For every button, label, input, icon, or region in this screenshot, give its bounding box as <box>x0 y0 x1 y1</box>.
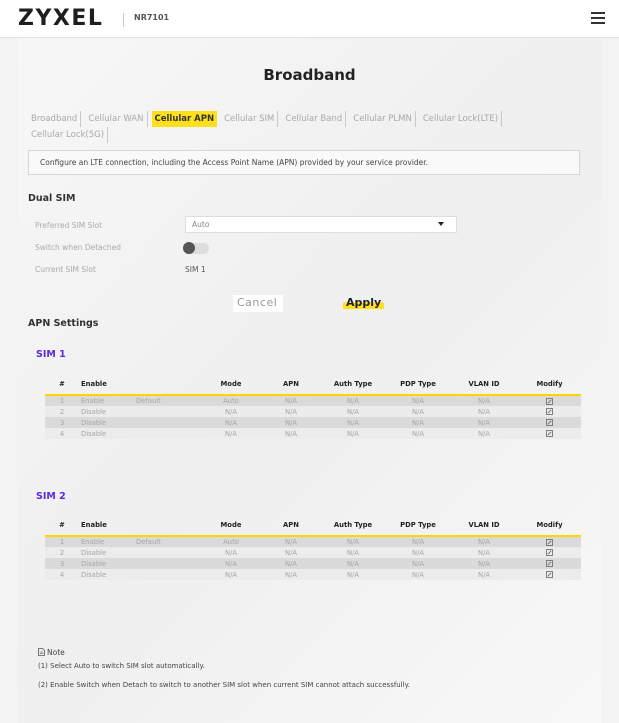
edit-icon[interactable] <box>546 560 553 567</box>
cell-apn: N/A <box>262 428 320 439</box>
model-name: NR7101 <box>134 13 170 22</box>
edit-icon[interactable] <box>546 571 553 578</box>
cell-vlan-id: N/A <box>450 558 518 569</box>
cell-modify <box>518 417 581 428</box>
cell-apn: N/A <box>262 536 320 547</box>
cell-auth-type: N/A <box>320 536 386 547</box>
edit-icon[interactable] <box>546 419 553 426</box>
col-vlan-id: VLAN ID <box>450 374 518 395</box>
col-pdp-type: PDP Type <box>386 515 450 536</box>
switch-detached-toggle[interactable] <box>183 243 209 254</box>
col-vlan-id: VLAN ID <box>450 515 518 536</box>
cell-modify <box>518 406 581 417</box>
cell-vlan-id: N/A <box>450 417 518 428</box>
table-header-row <box>45 515 581 536</box>
tab-broadband[interactable]: Broadband <box>28 111 81 127</box>
cell-vlan-id: N/A <box>450 395 518 406</box>
cell-apn: N/A <box>262 395 320 406</box>
cell-default <box>136 417 200 428</box>
apply-button[interactable]: Apply <box>343 295 384 309</box>
cell-pdp-type: N/A <box>386 569 450 580</box>
current-sim-label: Current SIM Slot <box>35 265 96 274</box>
table-row <box>45 395 581 406</box>
header-divider <box>123 13 124 27</box>
cell-index: 2 <box>45 406 79 417</box>
cell-mode: N/A <box>200 558 262 569</box>
cell-modify <box>518 547 581 558</box>
sim1-table-body <box>45 395 581 439</box>
cell-index: 1 <box>45 395 79 406</box>
table-row <box>45 417 581 428</box>
cell-vlan-id: N/A <box>450 406 518 417</box>
col-default <box>136 374 200 395</box>
cell-default <box>136 406 200 417</box>
cell-mode: N/A <box>200 417 262 428</box>
cell-apn: N/A <box>262 547 320 558</box>
cell-index: 3 <box>45 558 79 569</box>
switch-detached-label: Switch when Detached <box>35 243 121 252</box>
tab-cellular-sim[interactable]: Cellular SIM <box>221 111 278 127</box>
cell-mode: N/A <box>200 406 262 417</box>
current-sim-value: SIM 1 <box>185 265 206 274</box>
cell-enable: Disable <box>79 417 136 428</box>
col-modify: Modify <box>518 515 581 536</box>
cell-mode: N/A <box>200 569 262 580</box>
cell-auth-type: N/A <box>320 569 386 580</box>
col-default <box>136 515 200 536</box>
cell-auth-type: N/A <box>320 428 386 439</box>
sim2-apn-table <box>45 515 581 580</box>
description-box <box>28 150 580 175</box>
cell-index: 4 <box>45 428 79 439</box>
tab-cellular-band[interactable]: Cellular Band <box>282 111 346 127</box>
note-heading <box>38 648 65 657</box>
cell-default <box>136 428 200 439</box>
cell-pdp-type: N/A <box>386 406 450 417</box>
table-row <box>45 558 581 569</box>
cell-pdp-type: N/A <box>386 547 450 558</box>
preferred-sim-value: Auto <box>192 220 210 229</box>
sim1-apn-table <box>45 374 581 439</box>
dual-sim-title: Dual SIM <box>28 193 76 204</box>
cell-vlan-id: N/A <box>450 569 518 580</box>
preferred-sim-label: Preferred SIM Slot <box>35 221 103 230</box>
sim1-title: SIM 1 <box>36 349 66 360</box>
toggle-knob <box>183 242 195 254</box>
cell-index: 3 <box>45 417 79 428</box>
cell-index: 1 <box>45 536 79 547</box>
top-bar <box>0 0 619 38</box>
cell-default <box>136 558 200 569</box>
edit-icon[interactable] <box>546 539 553 546</box>
note-document-icon <box>38 648 45 656</box>
note-line-2: (2) Enable Switch when Detach to switch to another SIM slot when current SIM cannot attach successfully. <box>38 681 411 689</box>
main-panel <box>18 38 601 723</box>
cell-vlan-id: N/A <box>450 547 518 558</box>
col-auth-type: Auth Type <box>320 374 386 395</box>
col-enable: Enable <box>79 515 136 536</box>
sim2-title: SIM 2 <box>36 491 66 502</box>
cell-default <box>136 569 200 580</box>
cell-pdp-type: N/A <box>386 395 450 406</box>
tab-bar <box>28 111 548 143</box>
apn-settings-title: APN Settings <box>28 318 99 329</box>
table-row <box>45 428 581 439</box>
dropdown-arrow-icon <box>438 222 444 226</box>
cell-mode: N/A <box>200 428 262 439</box>
col-mode: Mode <box>200 374 262 395</box>
cell-enable: Disable <box>79 569 136 580</box>
table-row <box>45 547 581 558</box>
cell-index: 2 <box>45 547 79 558</box>
cell-index: 4 <box>45 569 79 580</box>
col-apn: APN <box>262 515 320 536</box>
cell-pdp-type: N/A <box>386 428 450 439</box>
edit-icon[interactable] <box>546 408 553 415</box>
cell-apn: N/A <box>262 569 320 580</box>
col-modify: Modify <box>518 374 581 395</box>
cell-default <box>136 547 200 558</box>
cell-auth-type: N/A <box>320 406 386 417</box>
edit-icon[interactable] <box>546 430 553 437</box>
cell-modify <box>518 395 581 406</box>
col-index: # <box>45 515 79 536</box>
cell-enable: Disable <box>79 558 136 569</box>
cell-default: Default <box>136 395 200 406</box>
cell-auth-type: N/A <box>320 558 386 569</box>
cell-auth-type: N/A <box>320 417 386 428</box>
cell-modify <box>518 536 581 547</box>
cell-enable: Disable <box>79 428 136 439</box>
cell-apn: N/A <box>262 417 320 428</box>
tab-cellular-lock-5g[interactable]: Cellular Lock(5G) <box>28 127 108 143</box>
table-header-row <box>45 374 581 395</box>
cell-enable: Enable <box>79 536 136 547</box>
col-auth-type: Auth Type <box>320 515 386 536</box>
edit-icon[interactable] <box>546 549 553 556</box>
cell-mode: Auto <box>200 395 262 406</box>
tab-cellular-apn[interactable]: Cellular APN <box>152 111 218 127</box>
col-mode: Mode <box>200 515 262 536</box>
edit-icon[interactable] <box>546 398 553 405</box>
col-apn: APN <box>262 374 320 395</box>
note-line-1: (1) Select Auto to switch SIM slot automatically. <box>38 662 205 670</box>
col-pdp-type: PDP Type <box>386 374 450 395</box>
preferred-sim-select[interactable] <box>185 216 457 233</box>
zyxel-logo[interactable]: ZYXEL <box>18 6 104 31</box>
hamburger-menu-icon[interactable] <box>591 12 605 24</box>
cell-pdp-type: N/A <box>386 417 450 428</box>
cell-modify <box>518 569 581 580</box>
sim2-table-body <box>45 536 581 580</box>
table-row <box>45 406 581 417</box>
cell-pdp-type: N/A <box>386 558 450 569</box>
tab-cellular-plmn[interactable]: Cellular PLMN <box>350 111 416 127</box>
cell-enable: Disable <box>79 406 136 417</box>
cell-mode: Auto <box>200 536 262 547</box>
cell-default: Default <box>136 536 200 547</box>
cell-apn: N/A <box>262 406 320 417</box>
cell-pdp-type: N/A <box>386 536 450 547</box>
cell-enable: Disable <box>79 547 136 558</box>
tab-cellular-lock-lte[interactable]: Cellular Lock(LTE) <box>420 111 502 127</box>
cell-apn: N/A <box>262 558 320 569</box>
cancel-button[interactable]: Cancel <box>233 295 283 312</box>
col-index: # <box>45 374 79 395</box>
cell-auth-type: N/A <box>320 547 386 558</box>
cell-mode: N/A <box>200 547 262 558</box>
table-row <box>45 536 581 547</box>
cell-auth-type: N/A <box>320 395 386 406</box>
page-title: Broadband <box>263 66 356 84</box>
cell-modify <box>518 558 581 569</box>
description-text: Configure an LTE connection, including the Access Point Name (APN) provided by your service provider. <box>40 158 429 167</box>
note-title: Note <box>47 648 65 657</box>
table-row <box>45 569 581 580</box>
tab-cellular-wan[interactable]: Cellular WAN <box>85 111 147 127</box>
col-enable: Enable <box>79 374 136 395</box>
cell-modify <box>518 428 581 439</box>
cell-enable: Enable <box>79 395 136 406</box>
cell-vlan-id: N/A <box>450 428 518 439</box>
cell-vlan-id: N/A <box>450 536 518 547</box>
